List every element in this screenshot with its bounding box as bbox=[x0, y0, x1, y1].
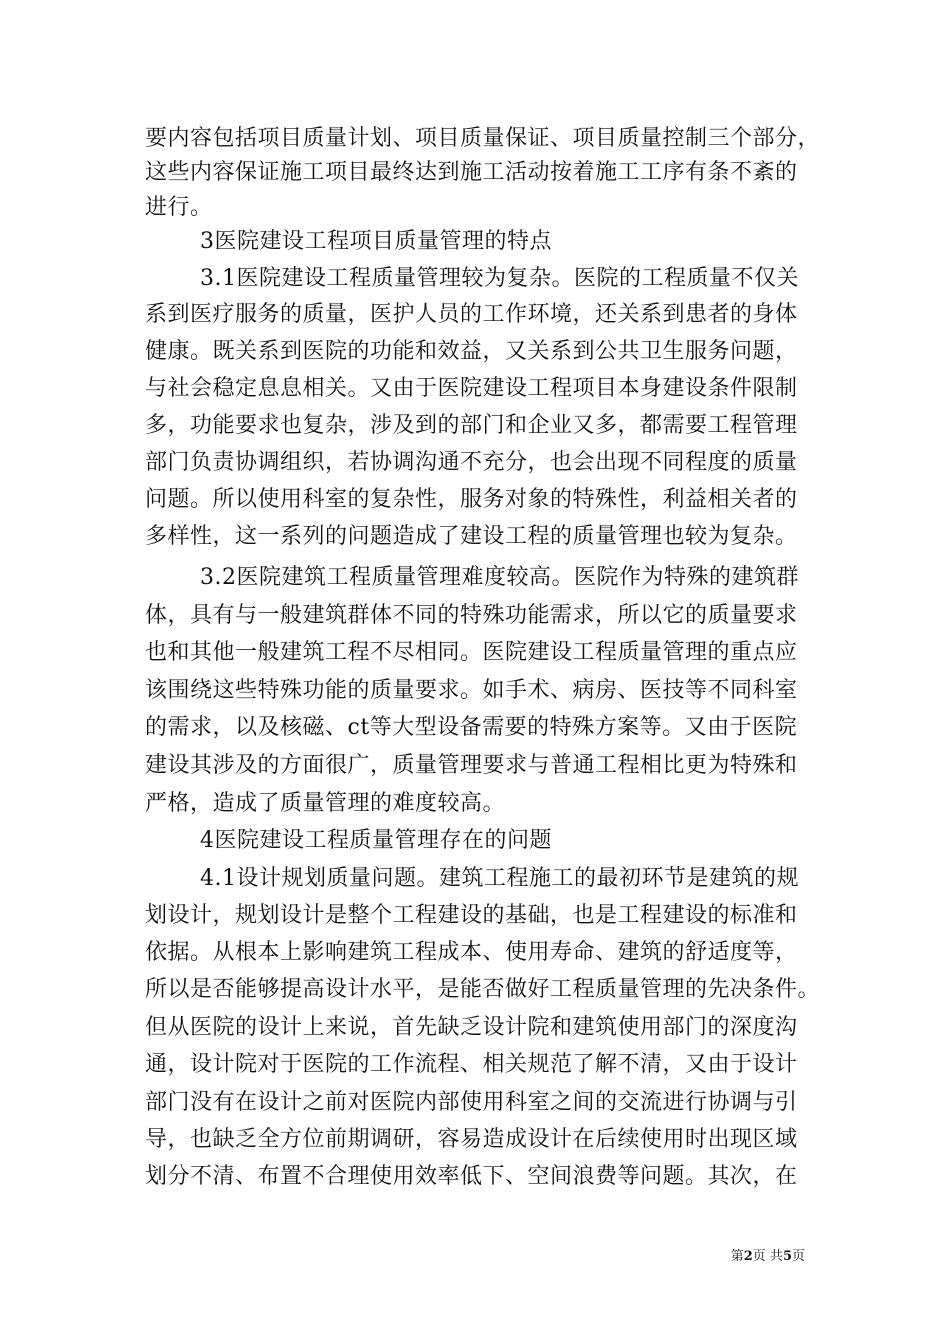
text-line: 的需求，以及核磁、ct等大型设备需要的特殊方案等。又由于医院 bbox=[145, 715, 798, 740]
text-line: 依据。从根本上影响建筑工程成本、使用寿命、建筑的舒适度等， bbox=[145, 940, 798, 965]
section-heading: 3医院建设工程项目质量管理的特点 bbox=[200, 229, 552, 254]
footer-prefix: 第 bbox=[730, 1249, 744, 1264]
subsection-paragraph-start: 4.1设计规划质量问题。建筑工程施工的最初环节是建筑的规 bbox=[200, 866, 799, 891]
current-page-number: 2 bbox=[743, 1249, 753, 1264]
text-line: 部门负责协调组织，若协调沟通不充分，也会出现不同程度的质量 bbox=[145, 450, 798, 475]
text-line: 严格，造成了质量管理的难度较高。 bbox=[145, 791, 506, 816]
text-line: 这些内容保证施工项目最终达到施工活动按着施工工序有条不紊的 bbox=[145, 160, 798, 185]
text-line: 但从医院的设计上来说，首先缺乏设计院和建筑使用部门的深度沟 bbox=[145, 1015, 798, 1040]
text-line: 导，也缺乏全方位前期调研，容易造成设计在后续使用时出现区域 bbox=[145, 1127, 798, 1152]
text-line: 建设其涉及的方面很广，质量管理要求与普通工程相比更为特殊和 bbox=[145, 753, 798, 778]
footer-suffix: 页 bbox=[791, 1249, 805, 1264]
text-line: 所以是否能够提高设计水平，是能否做好工程质量管理的先决条件。 bbox=[145, 977, 821, 1002]
section-heading: 4医院建设工程质量管理存在的问题 bbox=[200, 828, 552, 853]
text-line: 系到医疗服务的质量，医护人员的工作环境，还关系到患者的身体 bbox=[145, 302, 798, 327]
text-line: 健康。既关系到医院的功能和效益，又关系到公共卫生服务问题， bbox=[145, 339, 798, 364]
text-line: 通，设计院对于医院的工作流程、相关规范了解不清，又由于设计 bbox=[145, 1052, 798, 1077]
text-line: 进行。 bbox=[145, 195, 213, 220]
subsection-paragraph-start: 3.1医院建设工程质量管理较为复杂。医院的工程质量不仅关 bbox=[200, 266, 799, 291]
subsection-paragraph-start: 3.2医院建筑工程质量管理难度较高。医院作为特殊的建筑群 bbox=[200, 565, 799, 590]
text-line: 也和其他一般建筑工程不尽相同。医院建设工程质量管理的重点应 bbox=[145, 640, 798, 665]
text-line: 要内容包括项目质量计划、项目质量保证、项目质量控制三个部分， bbox=[145, 126, 821, 151]
text-line: 多，功能要求也复杂，涉及到的部门和企业又多，都需要工程管理 bbox=[145, 413, 798, 438]
footer-middle: 页 共 bbox=[752, 1249, 783, 1264]
text-line: 多样性，这一系列的问题造成了建设工程的质量管理也较为复杂。 bbox=[145, 524, 798, 549]
text-line: 划分不清、布置不合理使用效率低下、空间浪费等问题。其次，在 bbox=[145, 1164, 798, 1189]
text-line: 体，具有与一般建筑群体不同的特殊功能需求，所以它的质量要求 bbox=[145, 603, 798, 628]
text-line: 部门没有在设计之前对医院内部使用科室之间的交流进行协调与引 bbox=[145, 1090, 798, 1115]
text-line: 与社会稳定息息相关。又由于医院建设工程项目本身建设条件限制 bbox=[145, 376, 798, 401]
text-line: 划设计，规划设计是整个工程建设的基础，也是工程建设的标准和 bbox=[145, 903, 798, 928]
text-line: 该围绕这些特殊功能的质量要求。如手术、病房、医技等不同科室 bbox=[145, 678, 798, 703]
total-pages-number: 5 bbox=[782, 1249, 792, 1264]
page-footer bbox=[731, 1249, 805, 1265]
text-line: 问题。所以使用科室的复杂性，服务对象的特殊性，利益相关者的 bbox=[145, 487, 798, 512]
